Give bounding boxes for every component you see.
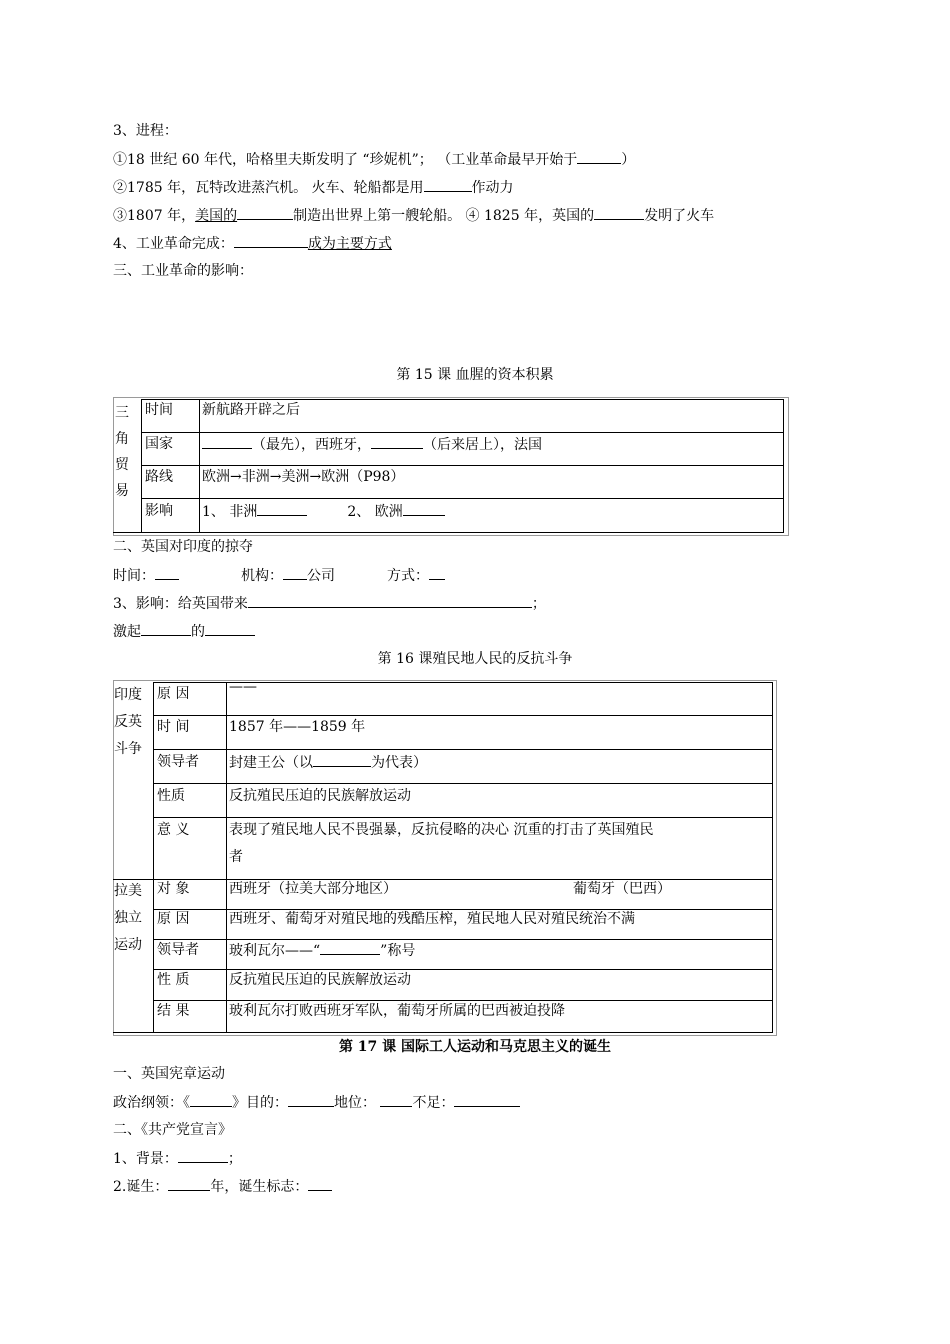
blank-field[interactable] — [202, 433, 252, 449]
latin-content-result: 玻利瓦尔打败西班牙军队，葡萄牙所属的巴西被迫投降 — [229, 1003, 565, 1019]
blank-field[interactable] — [168, 1175, 210, 1191]
latin-content-target-a: 西班牙（拉美大部分地区） — [229, 881, 397, 897]
blank-field[interactable] — [257, 500, 307, 516]
blank-field[interactable] — [237, 204, 293, 220]
row-label-route: 路线 — [145, 469, 173, 485]
blank-field[interactable] — [429, 564, 445, 580]
impact-heading: 三、工业革命的影响： — [113, 263, 253, 279]
blank-field[interactable] — [424, 176, 472, 192]
lesson16-title: 第 16 课殖民地人民的反抗斗争 — [377, 651, 573, 667]
blank-field[interactable] — [288, 1091, 334, 1107]
row-content-route: 欧洲→非洲→美洲→欧洲（P98） — [202, 469, 405, 485]
blank-field[interactable] — [313, 751, 371, 767]
lesson17-title: 第 17 课 国际工人运动和马克思主义的诞生 — [338, 1039, 612, 1055]
arouse-line: 激起 的 — [113, 620, 255, 643]
latin-label-nature: 性 质 — [157, 972, 190, 988]
india-label-significance: 意 义 — [157, 822, 190, 838]
effect-line: 3、影响：给英国带来 ； — [113, 592, 546, 615]
india-content-cause: —— — [229, 679, 257, 695]
row-label-time: 时间 — [145, 402, 173, 418]
blank-field[interactable] — [155, 564, 179, 580]
india-content-leader: 封建王公（以 为代表） — [229, 751, 427, 774]
blank-field[interactable] — [205, 620, 255, 636]
row-content-country: （最先），西班牙， （后来居上），法国 — [202, 433, 542, 456]
blank-field[interactable] — [454, 1091, 520, 1107]
blank-field[interactable] — [403, 500, 445, 516]
manifesto-heading: 二、《共产党宣言》 — [113, 1122, 232, 1138]
india-plunder-heading: 二、英国对印度的掠夺 — [113, 539, 253, 555]
blank-field[interactable] — [371, 433, 423, 449]
blank-field[interactable] — [594, 204, 644, 220]
blank-field[interactable] — [178, 1147, 228, 1163]
lesson15-title: 第 15 课 血腥的资本积累 — [396, 367, 554, 383]
row-content-impact: 1、 非洲 2、 欧洲 — [202, 500, 445, 523]
progress-line-1: ①18 世纪 60 年代，哈格里夫斯发明了 “珍妮机”； （工业革命最早开始于 ） — [113, 148, 635, 171]
blank-field[interactable] — [234, 232, 308, 248]
latin-label-cause: 原 因 — [157, 911, 190, 927]
latin-independence-label: 拉美独立运动 — [114, 883, 142, 953]
blank-field[interactable] — [248, 592, 532, 608]
blank-field[interactable] — [308, 1175, 332, 1191]
india-label-nature: 性质 — [157, 788, 185, 804]
chartist-program-line: 政治纲领：《 》目的： 地位： 不足： — [113, 1091, 520, 1114]
row-label-impact: 影响 — [145, 503, 173, 519]
latin-label-leader: 领导者 — [157, 942, 199, 958]
triangle-trade-label: 三角贸易 — [115, 405, 129, 499]
india-resistance-label: 印度反英斗争 — [114, 687, 142, 757]
india-label-time: 时 间 — [157, 719, 190, 735]
progress-line-3: ③1807 年，美国的 制造出世界上第一艘轮船。 ④ 1825 年，英国的 发明了火车 — [113, 204, 714, 227]
blank-field[interactable] — [577, 148, 621, 164]
india-label-cause: 原 因 — [157, 686, 190, 702]
row-label-country: 国家 — [145, 436, 173, 452]
progress-line-2: ②1785 年，瓦特改进蒸汽机。 火车、轮船都是用 作动力 — [113, 176, 514, 199]
india-content-significance-2: 者 — [229, 849, 243, 865]
india-content-time: 1857 年——1859 年 — [229, 719, 366, 735]
progress-heading: 3、进程： — [113, 123, 178, 139]
india-label-leader: 领导者 — [157, 754, 199, 770]
blank-field[interactable] — [190, 1091, 232, 1107]
birth-line: 2.诞生： 年，诞生标志： — [113, 1175, 332, 1198]
completion-line: 4、工业革命完成： 成为主要方式 — [113, 232, 392, 255]
chartist-heading: 一、英国宪章运动 — [113, 1066, 225, 1082]
latin-content-leader: 玻利瓦尔——“ ”称号 — [229, 939, 415, 962]
latin-content-cause: 西班牙、葡萄牙对殖民地的残酷压榨，殖民地人民对殖民统治不满 — [229, 911, 635, 927]
blank-field[interactable] — [380, 1091, 412, 1107]
latin-content-nature: 反抗殖民压迫的民族解放运动 — [229, 972, 411, 988]
latin-label-target: 对 象 — [157, 881, 190, 897]
india-content-nature: 反抗殖民压迫的民族解放运动 — [229, 788, 411, 804]
blank-field[interactable] — [283, 564, 307, 580]
blank-field[interactable] — [141, 620, 191, 636]
india-plunder-details: 时间： 机构： 公司 方式： — [113, 564, 445, 587]
latin-label-result: 结 果 — [157, 1003, 190, 1019]
latin-content-target-b: 葡萄牙（巴西） — [573, 881, 671, 897]
row-content-time: 新航路开辟之后 — [202, 402, 300, 418]
india-content-significance-1: 表现了殖民地人民不畏强暴，反抗侵略的决心 沉重的打击了英国殖民 — [229, 822, 654, 838]
background-line: 1、背景： ； — [113, 1147, 242, 1170]
blank-field[interactable] — [320, 939, 380, 955]
